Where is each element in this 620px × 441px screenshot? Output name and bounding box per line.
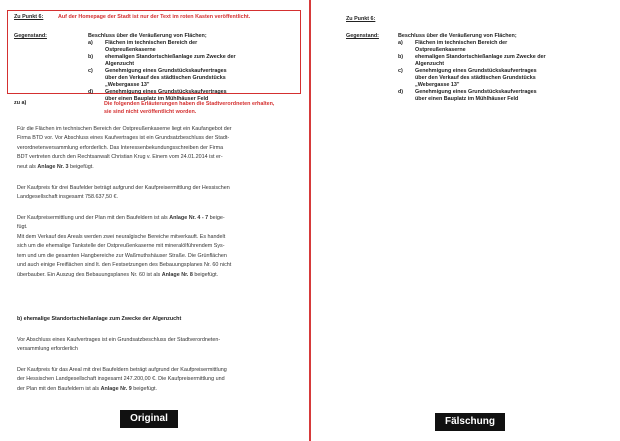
text-fragment: überbauber. Ein Auszug des Bebauungsplanes Nr. 60 ist als bbox=[17, 271, 162, 278]
paragraph-line: Für die Flächen im technischen Bereich der Ostpreußenkaserne liegt ein Kaufangebot der bbox=[17, 126, 232, 132]
page-divider bbox=[309, 0, 311, 441]
text-fragment: der Plan mit den Baufeldern ist als bbox=[17, 385, 101, 392]
original-stamp: Original bbox=[120, 410, 178, 428]
stadtverordnete-note bbox=[104, 101, 274, 117]
text-fragment: beigefügt. bbox=[131, 385, 157, 392]
paragraph-line: versammlung erforderlich bbox=[17, 346, 78, 353]
text-fragment: Der Kaufpreisermittlung und der Plan mit den Baufeldern ist als bbox=[17, 215, 170, 221]
paragraph-line: verordnetenversammlung erforderlich. Das Interessenbekundungsschreiben der Firma bbox=[17, 144, 224, 151]
subject-item-text: ehemaligen Standortschießanlage zum Zwecke der Algenzucht bbox=[415, 54, 546, 68]
heading-b: b) ehemalige Standortschießanlage zum Zwecke der Algenzucht bbox=[17, 316, 182, 322]
text-fragment: beigefügt. bbox=[68, 163, 94, 170]
subject-item-text: Flächen im technischen Bereich der Ostpreußenkaserne bbox=[105, 40, 198, 54]
paragraph-line: fügt. bbox=[17, 224, 28, 231]
text-fragment: neut als bbox=[17, 163, 38, 170]
punkt-label: Zu Punkt 6: bbox=[14, 14, 44, 20]
subject-list bbox=[398, 33, 548, 103]
text-fragment: beigefügt. bbox=[192, 271, 219, 278]
paragraph-line: sich um die ehemalige Tankstelle der Ostpreußenkaserne mit mineralölführendem Sys- bbox=[17, 243, 225, 250]
subject-title: Beschluss über die Veräußerung von Flächen; bbox=[398, 33, 517, 39]
subject-item-a bbox=[398, 40, 548, 54]
paragraph-kaufpreis-baufelder bbox=[17, 184, 297, 203]
subject-item-b bbox=[398, 54, 548, 68]
subject-item-text: Genehmigung eines Grundstückskaufvertrages über den Verkauf des städtischen Grundstücks „Webergasse 13" bbox=[415, 68, 537, 89]
subject-item-a bbox=[88, 40, 238, 54]
paragraph-line bbox=[17, 163, 297, 172]
subject-title: Beschluss über die Veräußerung von Flächen; bbox=[88, 33, 207, 39]
subject-item-text: Genehmigung eines Grundstückskaufvertrages über den Verkauf des städtischen Grundstücks „Webergasse 13" bbox=[105, 68, 227, 89]
subject-item-key: c) bbox=[88, 68, 93, 75]
anlage-ref: Anlage Nr. 3 bbox=[37, 163, 69, 170]
stadtverordnete-note-line: Die folgenden Erläuterungen haben die Stadtverordneten erhalten, bbox=[104, 101, 275, 107]
paragraph-line: tem und um die gesamten Hangbereiche zur Waßmuthshäuser Straße. Die Grünflächen bbox=[17, 252, 227, 259]
subject-item-key: b) bbox=[88, 54, 94, 61]
anlage-ref: Anlage Nr. 9 bbox=[100, 385, 132, 392]
paragraph-kaufpreisermittlung bbox=[17, 214, 297, 280]
subject-item-key: a) bbox=[88, 40, 93, 47]
stadtverordnete-note-line: sie sind nicht veröffentlicht worden. bbox=[104, 108, 197, 115]
text-fragment: beige- bbox=[208, 215, 225, 221]
paragraph-line: Der Kaufpreis für das Areal mit drei Baufeldern beträgt aufgrund der Kaufpreisermittlung bbox=[17, 367, 227, 373]
fake-stamp: Fälschung bbox=[435, 413, 505, 431]
paragraph-line bbox=[17, 214, 297, 223]
anlage-ref: Anlage Nr. 8 bbox=[161, 271, 193, 278]
gegenstand-label: Gegenstand: bbox=[346, 33, 379, 39]
anlage-ref: Anlage Nr. 4 - 7 bbox=[169, 215, 209, 221]
original-document-page bbox=[0, 0, 309, 441]
subject-item-text: Flächen im technischen Bereich der Ostpreußenkaserne bbox=[415, 40, 508, 54]
paragraph-grundsatzbeschluss bbox=[17, 336, 297, 355]
subject-item-key: d) bbox=[398, 89, 404, 96]
paragraph-kaufpreis-areal bbox=[17, 366, 297, 394]
gegenstand-label: Gegenstand: bbox=[14, 33, 47, 39]
paragraph-ostpreussenkaserne bbox=[17, 125, 297, 172]
subject-list bbox=[88, 33, 238, 103]
subject-item-key: d) bbox=[88, 89, 94, 96]
subject-item-c bbox=[88, 68, 238, 89]
subject-item-text: Genehmigung eines Grundstückskaufvertrages über einen Bauplatz im Mühlhäuser Feld bbox=[105, 89, 227, 103]
subject-item-key: c) bbox=[398, 68, 403, 75]
paragraph-line: Firma BTD vor. Vor Abschluss eines Kaufvertrages ist ein Grundsatzbeschluss der Stadt- bbox=[17, 135, 230, 142]
paragraph-line bbox=[17, 385, 297, 394]
subject-item-c bbox=[398, 68, 548, 89]
subject-item-d bbox=[398, 89, 548, 103]
paragraph-line: Landgesellschaft insgesamt 758.637,50 €. bbox=[17, 194, 118, 201]
paragraph-line: und auch einige Freiflächen sind lt. den Festsetzungen des Bebauungsplanes Nr. 60 nicht bbox=[17, 262, 232, 269]
paragraph-line: Mit dem Verkauf des Areals werden zwei neuralgische Bereiche mitverkauft. Es handelt bbox=[17, 233, 226, 240]
subject-item-key: b) bbox=[398, 54, 404, 61]
subject-item-key: a) bbox=[398, 40, 403, 47]
paragraph-line: Der Kaufpreis für drei Baufelder beträgt aufgrund der Kaufpreisermittlung der Hessischen bbox=[17, 185, 230, 191]
subject-item-text: ehemaligen Standortschießanlage zum Zwecke der Algenzucht bbox=[105, 54, 236, 68]
subject-item-b bbox=[88, 54, 238, 68]
fake-document-page bbox=[312, 0, 620, 441]
paragraph-line: Vor Abschluss eines Kaufvertrages ist ein Grundsatzbeschluss der Stadtverordneten- bbox=[17, 337, 221, 343]
subject-item-text: Genehmigung eines Grundstückskaufvertrages über einen Bauplatz im Mühlhäuser Feld bbox=[415, 89, 537, 103]
punkt-label: Zu Punkt 6: bbox=[346, 16, 376, 22]
homepage-note: Auf der Homepage der Stadt ist nur der Text im roten Kasten veröffentlicht. bbox=[58, 14, 251, 20]
paragraph-line: der Hessischen Landgesellschaft insgesamt 247.200,00 €. Die Kaufpreisermittlung und bbox=[17, 376, 225, 383]
paragraph-line: BDT vertreten durch den Rechtsanwalt Christian Krug v. Einem vom 24.01.2014 ist er- bbox=[17, 154, 223, 161]
zu-a-label: zu a) bbox=[14, 100, 27, 106]
paragraph-line bbox=[17, 271, 297, 280]
